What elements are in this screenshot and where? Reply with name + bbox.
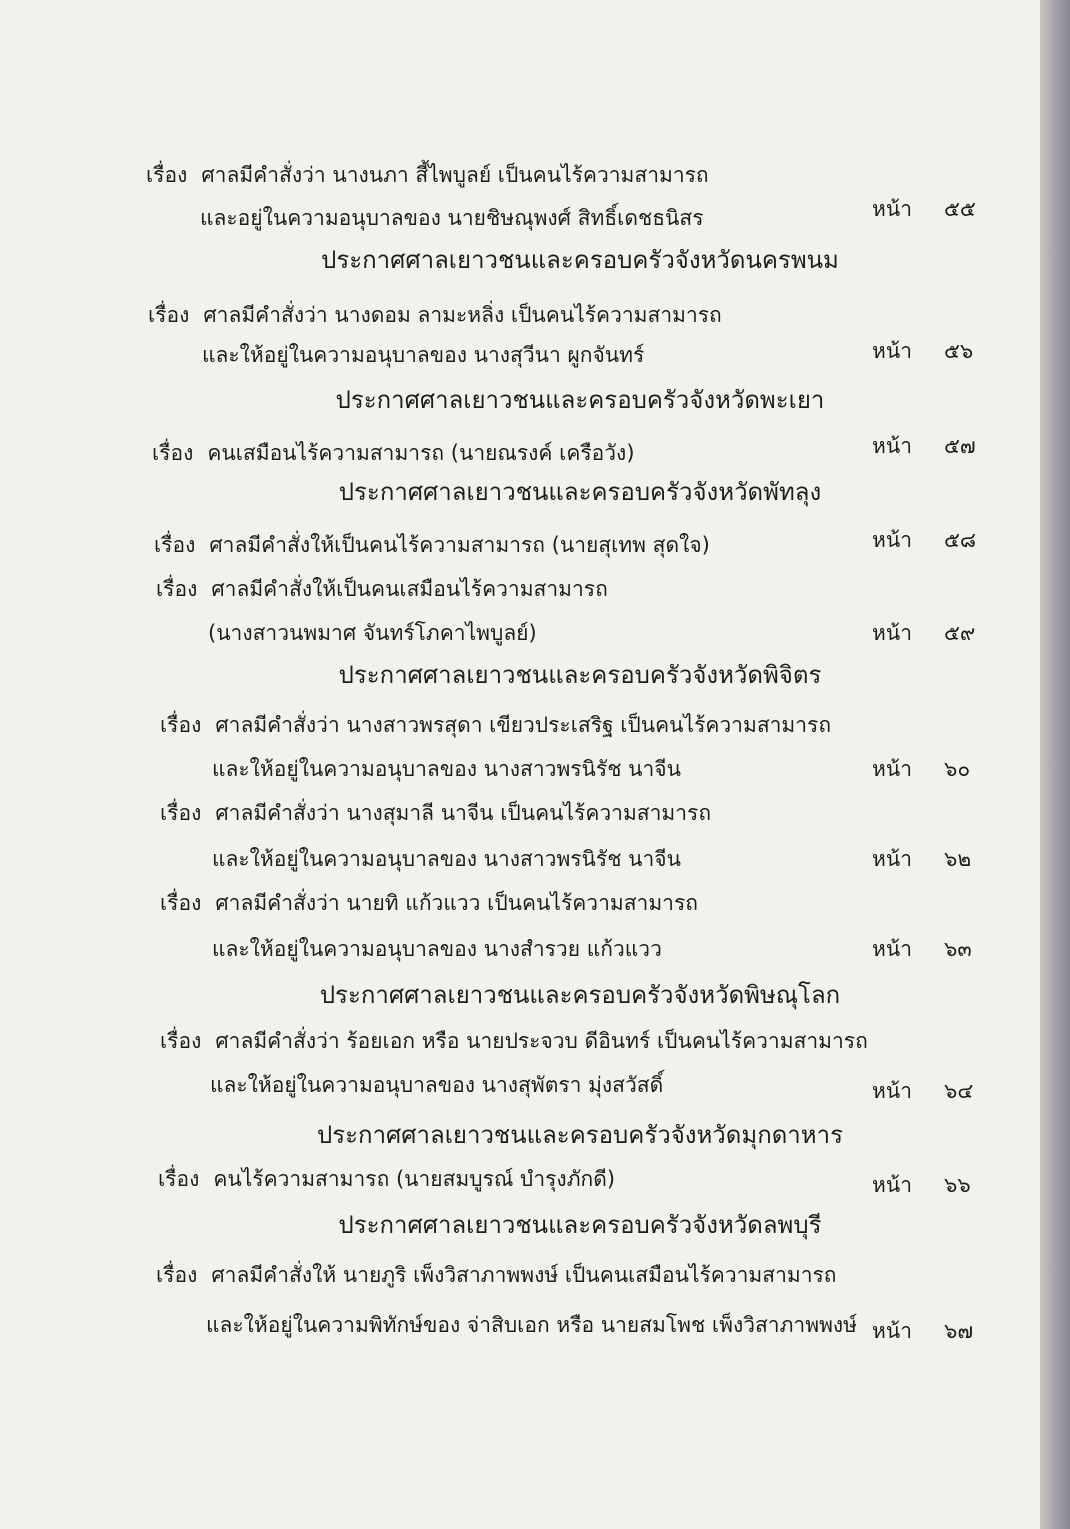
topic-label: เรื่อง <box>148 303 190 327</box>
entry-line <box>160 890 698 916</box>
entry-text: ศาลมีคำสั่งว่า นางสาวพรสุดา เขียวประเสริฐ เป็นคนไร้ความสามารถ <box>215 713 832 737</box>
entry-line <box>148 302 722 328</box>
page-number: ๖๖ <box>944 1173 971 1197</box>
page-number: ๖๗ <box>944 1319 974 1343</box>
entry-text: คนไร้ความสามารถ (นายสมบูรณ์ บำรุงภักดี) <box>213 1167 616 1191</box>
entry-line <box>212 936 662 962</box>
page-label: หน้า <box>872 1173 912 1197</box>
page-reference <box>872 936 984 962</box>
entry-line <box>202 342 644 368</box>
section-heading: ประกาศศาลเยาวชนและครอบครัวจังหวัดพะเยา <box>335 386 825 414</box>
topic-label: เรื่อง <box>146 163 188 187</box>
entry-text: ศาลมีคำสั่งว่า นางดอม ลามะหลิ่ง เป็นคนไร้ความสามารถ <box>203 303 722 327</box>
page-reference <box>872 338 984 364</box>
entry-text: และให้อยู่ในความอนุบาลของ นางสุพัตรา มุ่งสวัสดิ์ <box>210 1073 664 1097</box>
section-heading: ประกาศศาลเยาวชนและครอบครัวจังหวัดนครพนม <box>321 246 839 274</box>
page-number: ๕๘ <box>944 528 977 552</box>
entry-text: ศาลมีคำสั่งให้เป็นคนไร้ความสามารถ (นายสุเทพ สุดใจ) <box>209 533 710 557</box>
page-label: หน้า <box>872 621 912 645</box>
section-heading: ประกาศศาลเยาวชนและครอบครัวจังหวัดมุกดาหาร <box>317 1121 843 1149</box>
page-reference <box>872 620 984 646</box>
entry-line <box>160 800 711 826</box>
topic-label: เรื่อง <box>156 1263 198 1287</box>
entry-line <box>160 1028 868 1054</box>
entry-line <box>208 620 537 646</box>
section-heading: ประกาศศาลเยาวชนและครอบครัวจังหวัดพิษณุโลก <box>319 981 841 1009</box>
section-heading: ประกาศศาลเยาวชนและครอบครัวจังหวัดพิจิตร <box>338 661 822 689</box>
entry-line <box>210 1072 663 1098</box>
topic-label: เรื่อง <box>156 577 198 601</box>
page-label: หน้า <box>872 434 912 458</box>
topic-label: เรื่อง <box>160 713 202 737</box>
entry-line <box>156 576 608 602</box>
entry-line <box>146 162 709 188</box>
entry-text: ศาลมีคำสั่งว่า นางนภา สี้ไพบูลย์ เป็นคนไร้ความสามารถ <box>201 163 709 187</box>
topic-label: เรื่อง <box>160 1029 202 1053</box>
entry-line <box>152 440 635 466</box>
page-reference <box>872 1172 984 1198</box>
entry-text: และให้อยู่ในความพิทักษ์ของ จ่าสิบเอก หรือ นายสมโพช เพ็งวิสาภาพพงษ์ <box>206 1313 858 1337</box>
page-label: หน้า <box>872 528 912 552</box>
page-label: หน้า <box>872 197 912 221</box>
page-number: ๕๙ <box>944 621 976 645</box>
entry-text: และให้อยู่ในความอนุบาลของ นางสาวพรนิรัช นาจีน <box>212 757 681 781</box>
page-number: ๖๒ <box>944 847 972 871</box>
entry-line <box>212 756 681 782</box>
entry-text: ศาลมีคำสั่งว่า นางสุมาลี นาจีน เป็นคนไร้ความสามารถ <box>215 801 712 825</box>
entry-line <box>160 712 831 738</box>
entry-text: และอยู่ในความอนุบาลของ นายชิษณุพงศ์ สิทธิ์เดชธนิสร <box>200 206 704 230</box>
page-label: หน้า <box>872 1319 912 1343</box>
entry-line <box>200 205 704 231</box>
page-reference <box>872 527 984 553</box>
section-heading: ประกาศศาลเยาวชนและครอบครัวจังหวัดลพบุรี <box>338 1211 822 1239</box>
page-number: ๖๔ <box>944 1079 974 1103</box>
page-label: หน้า <box>872 1079 912 1103</box>
section-heading: ประกาศศาลเยาวชนและครอบครัวจังหวัดพัทลุง <box>338 478 822 506</box>
page-label: หน้า <box>872 757 912 781</box>
entry-text: (นางสาวนพมาศ จันทร์โภคาไพบูลย์) <box>208 621 537 645</box>
page-reference <box>872 196 984 222</box>
entry-text: คนเสมือนไร้ความสามารถ (นายณรงค์ เครือวัง) <box>207 441 635 465</box>
entry-text: และให้อยู่ในความอนุบาลของ นางสำรวย แก้วแวว <box>212 937 662 961</box>
book-spine-edge <box>1040 0 1070 1529</box>
page-number: ๕๖ <box>944 339 974 363</box>
page-number: ๕๕ <box>944 197 976 221</box>
page-label: หน้า <box>872 339 912 363</box>
page-reference <box>872 1318 984 1344</box>
entry-text: และให้อยู่ในความอนุบาลของ นางสาวพรนิรัช นาจีน <box>212 847 681 871</box>
page-label: หน้า <box>872 937 912 961</box>
topic-label: เรื่อง <box>154 533 196 557</box>
topic-label: เรื่อง <box>160 801 202 825</box>
entry-text: ศาลมีคำสั่งให้ นายภูริ เพ็งวิสาภาพพงษ์ เป็นคนเสมือนไร้ความสามารถ <box>211 1263 837 1287</box>
page-label: หน้า <box>872 847 912 871</box>
page-reference <box>872 1078 984 1104</box>
entry-text: ศาลมีคำสั่งให้เป็นคนเสมือนไร้ความสามารถ <box>211 577 608 601</box>
page-reference <box>872 433 984 459</box>
page-number: ๖๓ <box>944 937 972 961</box>
entry-text: และให้อยู่ในความอนุบาลของ นางสุวีนา ผูกจันทร์ <box>202 343 645 367</box>
topic-label: เรื่อง <box>160 891 202 915</box>
entry-text: ศาลมีคำสั่งว่า นายทิ แก้วแวว เป็นคนไร้ความสามารถ <box>215 891 698 915</box>
entry-line <box>212 846 681 872</box>
entry-line <box>158 1166 615 1192</box>
entry-line <box>156 1262 837 1288</box>
page-number: ๕๗ <box>944 434 976 458</box>
page-reference <box>872 756 984 782</box>
topic-label: เรื่อง <box>152 441 194 465</box>
page-reference <box>872 846 984 872</box>
entry-line <box>206 1312 857 1338</box>
entry-text: ศาลมีคำสั่งว่า ร้อยเอก หรือ นายประจวบ ดีอินทร์ เป็นคนไร้ความสามารถ <box>215 1029 868 1053</box>
entry-line <box>154 532 710 558</box>
topic-label: เรื่อง <box>158 1167 200 1191</box>
page-number: ๖๐ <box>944 757 971 781</box>
